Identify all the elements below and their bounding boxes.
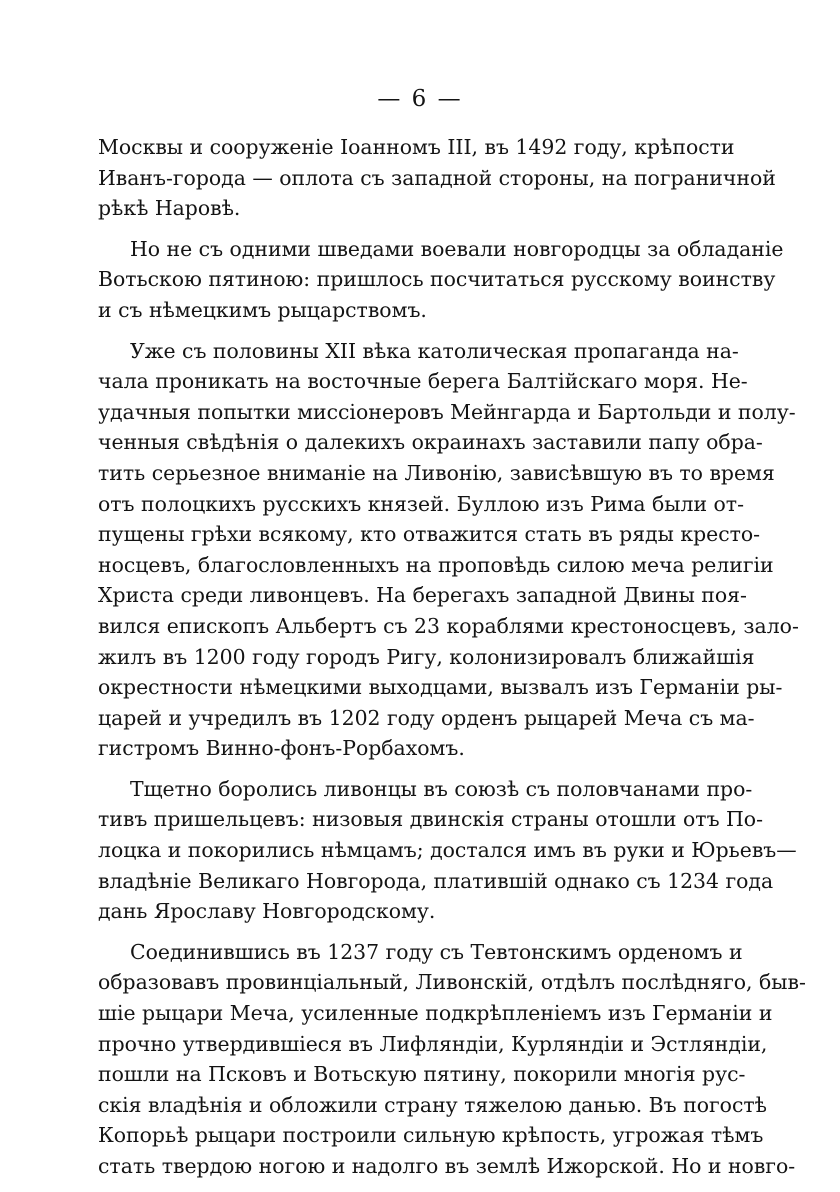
text-line: окрестности нѣмецкими выходцами, вызвалъ изъ Германіи ры- bbox=[98, 675, 783, 700]
paragraph bbox=[98, 774, 797, 927]
text-line: Но не съ одними шведами воевали новгородцы за обладаніе bbox=[130, 236, 784, 261]
text-line: Иванъ-города — оплота съ западной стороны, на пограничной bbox=[98, 165, 776, 190]
text-line: удачныя попытки миссіонеровъ Мейнгарда и Бартольди и полу- bbox=[98, 399, 796, 424]
text-line: Христа среди ливонцевъ. На берегахъ западной Двины поя- bbox=[98, 583, 747, 608]
text-line: владѣніе Великаго Новгорода, платившій однако съ 1234 года bbox=[98, 868, 774, 893]
text-line: стать твердою ногою и надолго въ землѣ Ижорской. Но и новго- bbox=[98, 1154, 796, 1178]
text-line: тивъ пришельцевъ: низовыя двинскія страны отошли отъ По- bbox=[98, 807, 763, 832]
text-line: царей и учредилъ въ 1202 году орденъ рыцарей Меча съ ма- bbox=[98, 705, 755, 730]
body-text bbox=[98, 132, 806, 1192]
text-line: пошли на Псковъ и Вотьскую пятину, покорили многія рус- bbox=[98, 1062, 746, 1087]
text-line: пущены грѣхи всякому, кто отважится стать въ ряды кресто- bbox=[98, 522, 761, 547]
text-line: рѣкѣ Наровѣ. bbox=[98, 196, 241, 221]
text-line: отъ полоцкихъ русскихъ князей. Буллою изъ Рима были от- bbox=[98, 491, 744, 516]
text-line: гистромъ Винно-фонъ-Рорбахомъ. bbox=[98, 736, 465, 761]
paragraph bbox=[98, 336, 799, 764]
text-line: образовавъ провинціальный, Ливонскій, отдѣлъ послѣдняго, быв- bbox=[98, 970, 806, 995]
text-line: лоцка и покорились нѣмцамъ; достался имъ въ руки и Юрьевъ— bbox=[98, 838, 797, 863]
text-line: Копорьѣ рыцари построили сильную крѣпость, угрожая тѣмъ bbox=[98, 1123, 764, 1148]
text-line: Соединившись въ 1237 году съ Тевтонскимъ орденомъ и bbox=[130, 939, 743, 964]
text-line: Москвы и сооруженіе Іоанномъ III, въ 1492 году, крѣпости bbox=[98, 135, 735, 159]
text-line: и съ нѣмецкимъ рыцарствомъ. bbox=[98, 297, 427, 322]
text-line: Тщетно боролись ливонцы въ союзѣ съ половчанами про- bbox=[130, 776, 753, 801]
paragraph bbox=[98, 132, 776, 224]
text-line: скія владѣнія и обложили страну тяжелою данью. Въ погостѣ bbox=[98, 1092, 767, 1117]
text-line: Уже съ половины XII вѣка католическая пропаганда на- bbox=[130, 338, 739, 363]
text-line: Вотьскою пятиною: пришлось посчитаться русскому воинству bbox=[98, 267, 776, 292]
text-line: вился епископъ Альбертъ съ 23 кораблями крестоносцевъ, зало- bbox=[98, 613, 799, 638]
text-line: прочно утвердившіеся въ Лифляндіи, Курляндіи и Эстляндіи, bbox=[98, 1031, 768, 1056]
text-line: дань Ярославу Новгородскому. bbox=[98, 899, 436, 924]
paragraph bbox=[98, 937, 806, 1182]
text-line: шіе рыцари Меча, усиленные подкрѣпленіемъ изъ Германіи и bbox=[98, 1001, 773, 1026]
page-number: — 6 — bbox=[377, 86, 463, 112]
text-line: чала проникать на восточные берега Балтійскаго моря. Не- bbox=[98, 369, 748, 394]
paragraph bbox=[98, 234, 784, 326]
text-line: носцевъ, благословленныхъ на проповѣдь силою меча религіи bbox=[98, 552, 774, 577]
text-line: тить серьезное вниманіе на Ливонію, зависѣвшую въ то время bbox=[98, 460, 775, 485]
text-line: ченныя свѣдѣнія о далекихъ окраинахъ заставили папу обра- bbox=[98, 430, 763, 455]
text-line: жилъ въ 1200 году городъ Ригу, колонизировалъ ближайшія bbox=[98, 644, 755, 669]
